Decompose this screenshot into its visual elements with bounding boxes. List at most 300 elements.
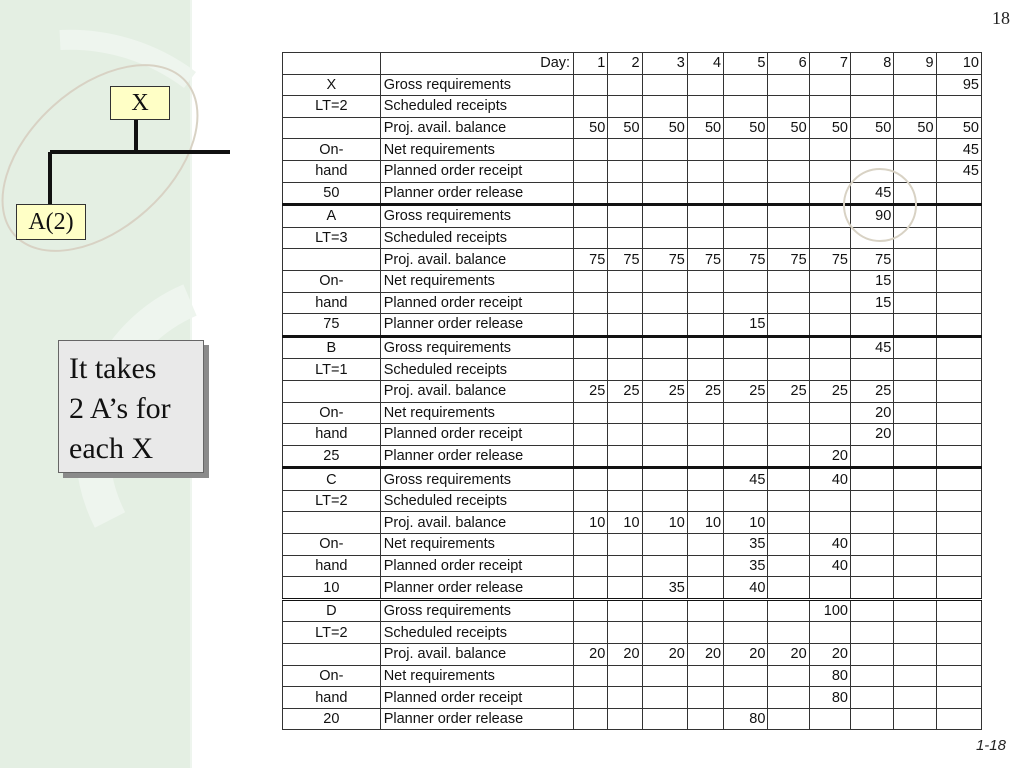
value-cell [850, 359, 893, 381]
row-label: Planned order receipt [380, 424, 573, 446]
value-cell [809, 74, 850, 96]
item-info-cell: On- [283, 270, 381, 292]
value-cell [936, 336, 981, 359]
value-cell [894, 402, 936, 424]
value-cell [574, 359, 608, 381]
value-cell: 20 [642, 644, 687, 666]
value-cell [936, 182, 981, 205]
item-info-cell: LT=2 [283, 490, 381, 512]
value-cell: 20 [608, 644, 642, 666]
value-cell [936, 599, 981, 622]
value-cell [687, 555, 723, 577]
value-cell [936, 644, 981, 666]
value-cell: 45 [936, 139, 981, 161]
value-cell [642, 292, 687, 314]
value-cell [574, 314, 608, 337]
value-cell [850, 96, 893, 118]
table-row [283, 314, 982, 337]
value-cell [850, 534, 893, 556]
value-cell [574, 555, 608, 577]
footer-slide-number: 1-18 [975, 737, 1006, 754]
note-line: 2 A’s for [69, 392, 171, 425]
item-info-cell: X [283, 74, 381, 96]
value-cell [642, 205, 687, 228]
value-cell [642, 599, 687, 622]
value-cell: 45 [850, 182, 893, 205]
table-row [283, 96, 982, 118]
value-cell [850, 708, 893, 730]
value-cell [809, 336, 850, 359]
item-info-cell: On- [283, 139, 381, 161]
value-cell [768, 270, 809, 292]
day-header-cell: 10 [936, 53, 981, 75]
value-cell [724, 292, 768, 314]
value-cell [850, 74, 893, 96]
tree-node-child: A(2) [16, 204, 86, 240]
value-cell [850, 599, 893, 622]
row-label: Gross requirements [380, 205, 573, 228]
item-info-cell: hand [283, 555, 381, 577]
value-cell: 35 [724, 555, 768, 577]
value-cell [574, 534, 608, 556]
value-cell [608, 205, 642, 228]
value-cell: 80 [724, 708, 768, 730]
item-info-cell: 50 [283, 182, 381, 205]
value-cell [768, 468, 809, 491]
value-cell [608, 622, 642, 644]
value-cell [936, 534, 981, 556]
value-cell [724, 359, 768, 381]
value-cell [724, 424, 768, 446]
value-cell [687, 599, 723, 622]
value-cell [642, 336, 687, 359]
value-cell [768, 512, 809, 534]
value-cell [936, 555, 981, 577]
value-cell [608, 687, 642, 709]
value-cell [768, 687, 809, 709]
value-cell: 10 [642, 512, 687, 534]
value-cell: 10 [687, 512, 723, 534]
value-cell [608, 292, 642, 314]
value-cell: 20 [687, 644, 723, 666]
value-cell [768, 314, 809, 337]
value-cell [608, 708, 642, 730]
value-cell [608, 424, 642, 446]
value-cell [608, 74, 642, 96]
item-info-cell: hand [283, 687, 381, 709]
value-cell [574, 687, 608, 709]
value-cell [936, 424, 981, 446]
value-cell [687, 708, 723, 730]
value-cell [936, 708, 981, 730]
table-row [283, 708, 982, 730]
value-cell [687, 270, 723, 292]
day-header-cell: 9 [894, 53, 936, 75]
value-cell [642, 555, 687, 577]
value-cell [574, 139, 608, 161]
value-cell [642, 534, 687, 556]
value-cell [894, 249, 936, 271]
value-cell [894, 445, 936, 468]
value-cell: 25 [850, 380, 893, 402]
value-cell: 75 [724, 249, 768, 271]
value-cell: 50 [768, 117, 809, 139]
value-cell [724, 182, 768, 205]
day-header-cell: 5 [724, 53, 768, 75]
value-cell [936, 577, 981, 600]
value-cell [936, 314, 981, 337]
value-cell [936, 359, 981, 381]
value-cell [687, 205, 723, 228]
value-cell [768, 424, 809, 446]
value-cell [608, 445, 642, 468]
value-cell [608, 270, 642, 292]
value-cell: 15 [850, 270, 893, 292]
table-row [283, 74, 982, 96]
value-cell [894, 577, 936, 600]
value-cell [574, 402, 608, 424]
header-row [283, 53, 982, 75]
value-cell [809, 314, 850, 337]
value-cell [894, 555, 936, 577]
value-cell [768, 708, 809, 730]
value-cell [768, 402, 809, 424]
row-label: Scheduled receipts [380, 359, 573, 381]
value-cell [687, 577, 723, 600]
value-cell [768, 490, 809, 512]
value-cell: 35 [724, 534, 768, 556]
item-info-cell: On- [283, 402, 381, 424]
row-label: Planner order release [380, 182, 573, 205]
row-label: Net requirements [380, 402, 573, 424]
row-label: Planned order receipt [380, 555, 573, 577]
value-cell [768, 555, 809, 577]
value-cell: 40 [724, 577, 768, 600]
value-cell [768, 622, 809, 644]
table-row [283, 402, 982, 424]
value-cell [768, 665, 809, 687]
value-cell: 50 [850, 117, 893, 139]
value-cell: 20 [809, 445, 850, 468]
value-cell [687, 182, 723, 205]
row-label: Gross requirements [380, 599, 573, 622]
value-cell [768, 445, 809, 468]
item-info-cell: On- [283, 534, 381, 556]
row-label: Planner order release [380, 314, 573, 337]
value-cell [768, 577, 809, 600]
value-cell [574, 622, 608, 644]
value-cell [642, 96, 687, 118]
note-box [58, 340, 204, 473]
value-cell: 15 [724, 314, 768, 337]
value-cell [608, 359, 642, 381]
value-cell [687, 359, 723, 381]
table-row [283, 468, 982, 491]
value-cell [724, 336, 768, 359]
value-cell [894, 512, 936, 534]
value-cell [809, 359, 850, 381]
value-cell [724, 74, 768, 96]
day-header-cell: 6 [768, 53, 809, 75]
header-empty-cell [283, 53, 381, 75]
value-cell [894, 139, 936, 161]
item-info-cell: hand [283, 160, 381, 182]
value-cell: 90 [850, 205, 893, 228]
value-cell [936, 468, 981, 491]
table-row [283, 665, 982, 687]
value-cell: 35 [642, 577, 687, 600]
value-cell [809, 292, 850, 314]
value-cell [608, 96, 642, 118]
value-cell: 75 [809, 249, 850, 271]
row-label: Scheduled receipts [380, 96, 573, 118]
value-cell [894, 359, 936, 381]
value-cell [724, 687, 768, 709]
item-info-cell: 20 [283, 708, 381, 730]
value-cell: 45 [850, 336, 893, 359]
value-cell [687, 336, 723, 359]
value-cell [608, 490, 642, 512]
row-label: Proj. avail. balance [380, 644, 573, 666]
value-cell [850, 665, 893, 687]
value-cell [768, 336, 809, 359]
day-header-cell: 8 [850, 53, 893, 75]
value-cell [687, 424, 723, 446]
value-cell [574, 665, 608, 687]
value-cell: 10 [574, 512, 608, 534]
value-cell: 50 [724, 117, 768, 139]
value-cell [574, 270, 608, 292]
value-cell [608, 227, 642, 249]
table-row [283, 249, 982, 271]
value-cell [574, 292, 608, 314]
value-cell [608, 139, 642, 161]
table-row [283, 622, 982, 644]
value-cell [608, 314, 642, 337]
value-cell [687, 622, 723, 644]
value-cell [768, 359, 809, 381]
value-cell: 75 [687, 249, 723, 271]
value-cell [850, 468, 893, 491]
value-cell [850, 555, 893, 577]
value-cell [724, 402, 768, 424]
value-cell [894, 687, 936, 709]
value-cell [642, 490, 687, 512]
value-cell [894, 424, 936, 446]
item-info-cell: 25 [283, 445, 381, 468]
value-cell [687, 314, 723, 337]
value-cell [768, 74, 809, 96]
value-cell [809, 227, 850, 249]
value-cell [936, 270, 981, 292]
value-cell: 50 [809, 117, 850, 139]
note-line: It takes [69, 352, 157, 385]
value-cell: 50 [608, 117, 642, 139]
value-cell [724, 665, 768, 687]
value-cell: 25 [809, 380, 850, 402]
value-cell: 75 [850, 249, 893, 271]
table-row [283, 292, 982, 314]
value-cell [850, 644, 893, 666]
value-cell [724, 490, 768, 512]
value-cell [936, 490, 981, 512]
row-label: Planner order release [380, 708, 573, 730]
item-info-cell: B [283, 336, 381, 359]
item-info-cell [283, 117, 381, 139]
row-label: Planner order release [380, 445, 573, 468]
value-cell [936, 402, 981, 424]
value-cell [687, 534, 723, 556]
value-cell [809, 708, 850, 730]
value-cell [768, 160, 809, 182]
table-row [283, 599, 982, 622]
item-info-cell [283, 249, 381, 271]
value-cell [642, 445, 687, 468]
value-cell [724, 139, 768, 161]
item-info-cell [283, 644, 381, 666]
value-cell [642, 402, 687, 424]
value-cell [809, 490, 850, 512]
table-row [283, 380, 982, 402]
note-line: each X [69, 432, 154, 465]
value-cell [642, 182, 687, 205]
row-label: Scheduled receipts [380, 227, 573, 249]
value-cell [936, 687, 981, 709]
value-cell: 40 [809, 534, 850, 556]
value-cell [894, 534, 936, 556]
table-row [283, 445, 982, 468]
value-cell: 100 [809, 599, 850, 622]
value-cell [936, 445, 981, 468]
value-cell [768, 182, 809, 205]
row-label: Net requirements [380, 270, 573, 292]
value-cell [642, 424, 687, 446]
tree-node-parent: X [110, 86, 170, 120]
value-cell [850, 577, 893, 600]
row-label: Proj. avail. balance [380, 512, 573, 534]
value-cell [642, 227, 687, 249]
value-cell: 50 [574, 117, 608, 139]
value-cell [768, 205, 809, 228]
item-info-cell: hand [283, 424, 381, 446]
value-cell [574, 708, 608, 730]
value-cell [894, 336, 936, 359]
table-row [283, 336, 982, 359]
value-cell: 45 [936, 160, 981, 182]
highlight-circle [843, 168, 917, 242]
value-cell: 45 [724, 468, 768, 491]
value-cell [894, 96, 936, 118]
value-cell: 80 [809, 665, 850, 687]
value-cell: 25 [687, 380, 723, 402]
value-cell [850, 139, 893, 161]
item-info-cell: 10 [283, 577, 381, 600]
value-cell [574, 336, 608, 359]
value-cell [642, 314, 687, 337]
value-cell: 25 [608, 380, 642, 402]
table-row [283, 577, 982, 600]
value-cell [809, 160, 850, 182]
value-cell [936, 292, 981, 314]
value-cell [724, 445, 768, 468]
value-cell [850, 512, 893, 534]
value-cell [809, 512, 850, 534]
value-cell: 25 [642, 380, 687, 402]
value-cell [642, 160, 687, 182]
row-label: Planner order release [380, 577, 573, 600]
value-cell [894, 644, 936, 666]
item-info-cell: LT=3 [283, 227, 381, 249]
value-cell [642, 74, 687, 96]
table-row [283, 117, 982, 139]
day-header-cell: 7 [809, 53, 850, 75]
value-cell: 20 [574, 644, 608, 666]
value-cell [642, 665, 687, 687]
value-cell [608, 665, 642, 687]
row-label: Net requirements [380, 139, 573, 161]
row-label: Scheduled receipts [380, 490, 573, 512]
day-header-cell: 4 [687, 53, 723, 75]
value-cell [642, 359, 687, 381]
item-info-cell [283, 380, 381, 402]
row-label: Proj. avail. balance [380, 249, 573, 271]
item-info-cell: C [283, 468, 381, 491]
value-cell: 50 [894, 117, 936, 139]
value-cell [574, 468, 608, 491]
value-cell [687, 160, 723, 182]
table-row [283, 359, 982, 381]
item-info-cell: A [283, 205, 381, 228]
value-cell: 10 [608, 512, 642, 534]
table-row [283, 687, 982, 709]
value-cell [687, 687, 723, 709]
value-cell [768, 139, 809, 161]
value-cell [850, 314, 893, 337]
value-cell: 20 [850, 424, 893, 446]
value-cell [608, 534, 642, 556]
day-header-cell: 2 [608, 53, 642, 75]
value-cell [936, 665, 981, 687]
value-cell [574, 96, 608, 118]
row-label: Net requirements [380, 534, 573, 556]
day-header-cell: 1 [574, 53, 608, 75]
row-label: Gross requirements [380, 74, 573, 96]
value-cell [936, 96, 981, 118]
table-row [283, 534, 982, 556]
value-cell [687, 445, 723, 468]
item-info-cell: D [283, 599, 381, 622]
value-cell [724, 270, 768, 292]
value-cell [894, 380, 936, 402]
value-cell: 50 [642, 117, 687, 139]
value-cell: 80 [809, 687, 850, 709]
value-cell [850, 445, 893, 468]
value-cell [850, 490, 893, 512]
value-cell [850, 687, 893, 709]
value-cell [687, 292, 723, 314]
value-cell [894, 708, 936, 730]
value-cell [687, 490, 723, 512]
value-cell: 20 [768, 644, 809, 666]
value-cell [608, 577, 642, 600]
value-cell: 75 [642, 249, 687, 271]
value-cell: 25 [574, 380, 608, 402]
value-cell [809, 139, 850, 161]
value-cell [574, 205, 608, 228]
value-cell [809, 424, 850, 446]
value-cell [724, 599, 768, 622]
value-cell [574, 599, 608, 622]
